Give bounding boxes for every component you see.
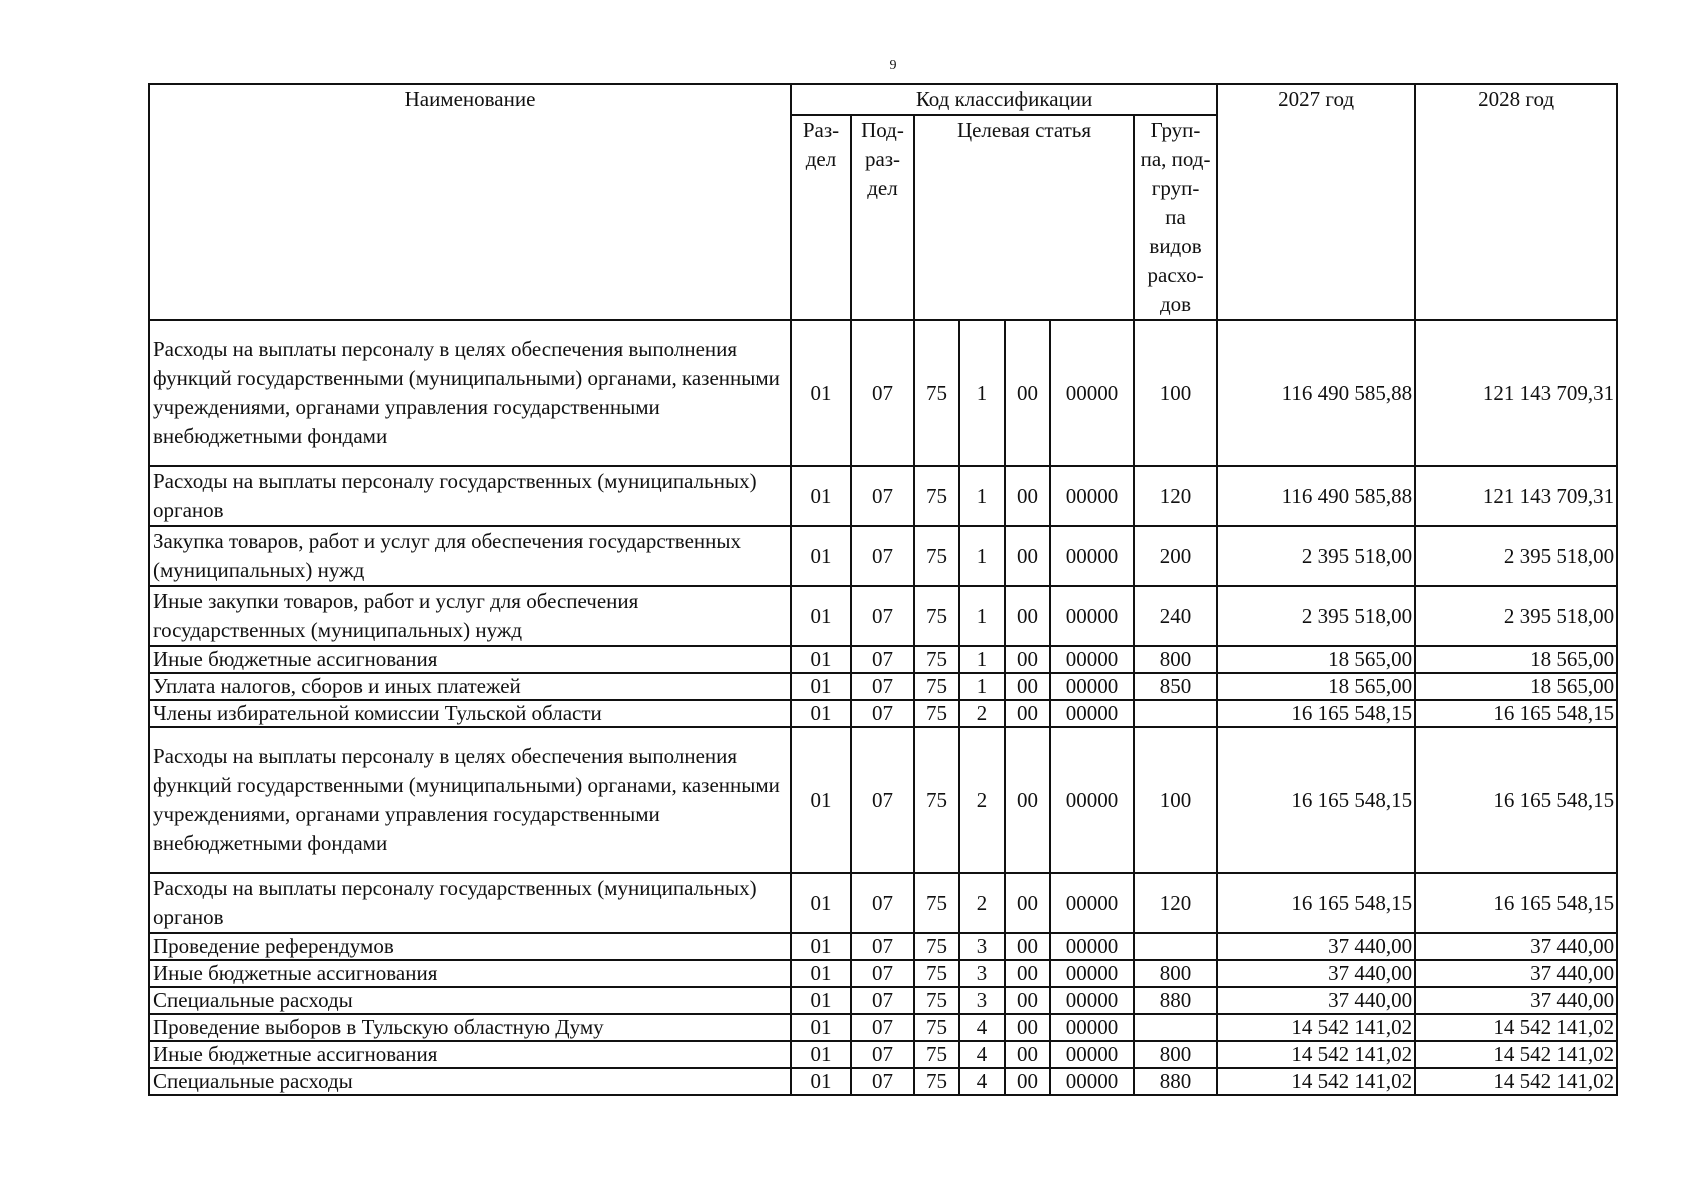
row-target-direction: 00 <box>1005 586 1050 646</box>
budget-table <box>148 83 1618 1096</box>
row-target-direction: 00 <box>1005 933 1050 960</box>
row-subsection: 07 <box>851 987 914 1014</box>
table-row <box>149 320 1617 466</box>
row-subsection: 07 <box>851 1041 914 1068</box>
row-name: Расходы на выплаты персоналу в целях обеспечения выполнения функций государственными (муниципальными) органами, казенными учреждениями, органами управления государственными внебюджетными фондами <box>149 727 791 873</box>
row-expense-group: 800 <box>1134 646 1217 673</box>
row-target-direction: 00 <box>1005 873 1050 933</box>
row-amount-2027: 2 395 518,00 <box>1217 586 1415 646</box>
row-target-subprogram: 1 <box>959 646 1005 673</box>
row-expense-group: 120 <box>1134 873 1217 933</box>
row-target-direction: 00 <box>1005 466 1050 526</box>
row-target-direction: 00 <box>1005 646 1050 673</box>
row-expense-group <box>1134 700 1217 727</box>
row-amount-2028: 14 542 141,02 <box>1415 1014 1617 1041</box>
row-target-direction: 00 <box>1005 673 1050 700</box>
row-amount-2027: 37 440,00 <box>1217 987 1415 1014</box>
row-target-subprogram: 4 <box>959 1068 1005 1095</box>
row-target-direction: 00 <box>1005 1068 1050 1095</box>
header-year-2028: 2028 год <box>1415 84 1617 115</box>
header-line: Раз- <box>802 118 840 142</box>
row-name: Специальные расходы <box>149 1068 791 1095</box>
row-expense-group: 100 <box>1134 727 1217 873</box>
row-section: 01 <box>791 646 851 673</box>
header-line: раз- <box>864 147 901 171</box>
row-target-expense-code: 00000 <box>1050 987 1134 1014</box>
header-line: дов <box>1159 292 1192 316</box>
row-target-direction: 00 <box>1005 526 1050 586</box>
row-section: 01 <box>791 1041 851 1068</box>
row-name: Закупка товаров, работ и услуг для обеспечения государственных (муниципальных) нужд <box>149 526 791 586</box>
row-target-subprogram: 4 <box>959 1014 1005 1041</box>
header-subsection <box>851 115 914 320</box>
row-amount-2028: 37 440,00 <box>1415 987 1617 1014</box>
row-target-direction: 00 <box>1005 727 1050 873</box>
header-line: груп- <box>1151 176 1200 200</box>
header-line: Под- <box>861 118 904 142</box>
row-target-expense-code: 00000 <box>1050 933 1134 960</box>
row-target-expense-code: 00000 <box>1050 646 1134 673</box>
table-row <box>149 700 1617 727</box>
header-line: Груп- <box>1150 118 1201 142</box>
row-subsection: 07 <box>851 1068 914 1095</box>
row-target-subprogram: 1 <box>959 526 1005 586</box>
row-amount-2028: 2 395 518,00 <box>1415 586 1617 646</box>
header-year-2027: 2027 год <box>1217 84 1415 115</box>
row-amount-2027: 37 440,00 <box>1217 960 1415 987</box>
row-expense-group: 240 <box>1134 586 1217 646</box>
row-target-program: 75 <box>914 1014 959 1041</box>
row-name: Специальные расходы <box>149 987 791 1014</box>
row-target-expense-code: 00000 <box>1050 1068 1134 1095</box>
header-line: видов <box>1149 234 1202 258</box>
row-name: Проведение выборов в Тульскую областную Думу <box>149 1014 791 1041</box>
row-name: Иные бюджетные ассигнования <box>149 960 791 987</box>
table-row <box>149 960 1617 987</box>
row-target-expense-code: 00000 <box>1050 1041 1134 1068</box>
row-amount-2027: 14 542 141,02 <box>1217 1068 1415 1095</box>
row-target-subprogram: 4 <box>959 1041 1005 1068</box>
row-target-program: 75 <box>914 1041 959 1068</box>
row-amount-2028: 121 143 709,31 <box>1415 466 1617 526</box>
row-target-program: 75 <box>914 1068 959 1095</box>
table-row <box>149 673 1617 700</box>
row-subsection: 07 <box>851 646 914 673</box>
table-row <box>149 466 1617 526</box>
row-amount-2028: 14 542 141,02 <box>1415 1068 1617 1095</box>
row-amount-2027: 14 542 141,02 <box>1217 1014 1415 1041</box>
row-target-expense-code: 00000 <box>1050 526 1134 586</box>
header-name-continuation <box>149 115 791 320</box>
row-target-subprogram: 3 <box>959 933 1005 960</box>
row-name: Иные бюджетные ассигнования <box>149 1041 791 1068</box>
row-amount-2027: 14 542 141,02 <box>1217 1041 1415 1068</box>
row-expense-group: 880 <box>1134 1068 1217 1095</box>
row-target-expense-code: 00000 <box>1050 1014 1134 1041</box>
row-amount-2027: 18 565,00 <box>1217 673 1415 700</box>
row-target-expense-code: 00000 <box>1050 586 1134 646</box>
row-amount-2028: 18 565,00 <box>1415 673 1617 700</box>
row-subsection: 07 <box>851 873 914 933</box>
row-expense-group: 850 <box>1134 673 1217 700</box>
row-amount-2027: 2 395 518,00 <box>1217 526 1415 586</box>
row-amount-2028: 16 165 548,15 <box>1415 873 1617 933</box>
row-target-program: 75 <box>914 700 959 727</box>
row-target-direction: 00 <box>1005 1041 1050 1068</box>
table-body <box>149 320 1617 1095</box>
row-target-program: 75 <box>914 673 959 700</box>
row-target-subprogram: 3 <box>959 987 1005 1014</box>
header-line: дел <box>805 147 837 171</box>
row-target-expense-code: 00000 <box>1050 673 1134 700</box>
row-target-program: 75 <box>914 960 959 987</box>
row-subsection: 07 <box>851 526 914 586</box>
row-amount-2028: 14 542 141,02 <box>1415 1041 1617 1068</box>
row-subsection: 07 <box>851 320 914 466</box>
row-name: Уплата налогов, сборов и иных платежей <box>149 673 791 700</box>
row-section: 01 <box>791 320 851 466</box>
row-target-subprogram: 1 <box>959 466 1005 526</box>
row-target-direction: 00 <box>1005 700 1050 727</box>
row-section: 01 <box>791 586 851 646</box>
row-target-expense-code: 00000 <box>1050 960 1134 987</box>
row-expense-group: 800 <box>1134 960 1217 987</box>
row-target-subprogram: 2 <box>959 700 1005 727</box>
header-target-article: Целевая статья <box>914 115 1134 320</box>
row-target-subprogram: 3 <box>959 960 1005 987</box>
table-row <box>149 727 1617 873</box>
header-name: Наименование <box>149 84 791 115</box>
row-name: Иные закупки товаров, работ и услуг для обеспечения государственных (муниципальных) нужд <box>149 586 791 646</box>
row-section: 01 <box>791 987 851 1014</box>
header-line: дел <box>867 176 898 200</box>
row-section: 01 <box>791 960 851 987</box>
row-expense-group: 880 <box>1134 987 1217 1014</box>
header-line: па <box>1165 205 1186 229</box>
row-subsection: 07 <box>851 960 914 987</box>
row-amount-2027: 16 165 548,15 <box>1217 727 1415 873</box>
row-amount-2027: 16 165 548,15 <box>1217 873 1415 933</box>
table-row <box>149 526 1617 586</box>
row-target-program: 75 <box>914 727 959 873</box>
row-amount-2028: 37 440,00 <box>1415 960 1617 987</box>
row-target-direction: 00 <box>1005 987 1050 1014</box>
row-name: Иные бюджетные ассигнования <box>149 646 791 673</box>
row-name: Расходы на выплаты персоналу государственных (муниципальных) органов <box>149 873 791 933</box>
row-amount-2027: 116 490 585,88 <box>1217 320 1415 466</box>
row-section: 01 <box>791 466 851 526</box>
header-year-2028-continuation <box>1415 115 1617 320</box>
row-section: 01 <box>791 727 851 873</box>
header-classification-code: Код классификации <box>791 84 1217 115</box>
row-section: 01 <box>791 1068 851 1095</box>
header-expense-group <box>1134 115 1217 320</box>
page-number: 9 <box>889 58 897 73</box>
row-subsection: 07 <box>851 466 914 526</box>
row-target-subprogram: 1 <box>959 320 1005 466</box>
row-amount-2028: 37 440,00 <box>1415 933 1617 960</box>
header-line: па, под- <box>1140 147 1211 171</box>
row-section: 01 <box>791 673 851 700</box>
row-target-direction: 00 <box>1005 960 1050 987</box>
table-header <box>149 84 1617 320</box>
row-amount-2028: 18 565,00 <box>1415 646 1617 673</box>
row-target-expense-code: 00000 <box>1050 873 1134 933</box>
row-target-subprogram: 1 <box>959 586 1005 646</box>
row-target-direction: 00 <box>1005 320 1050 466</box>
row-subsection: 07 <box>851 586 914 646</box>
row-amount-2027: 16 165 548,15 <box>1217 700 1415 727</box>
row-section: 01 <box>791 700 851 727</box>
table-row <box>149 586 1617 646</box>
row-expense-group: 120 <box>1134 466 1217 526</box>
table-row <box>149 1068 1617 1095</box>
table-row <box>149 873 1617 933</box>
header-section <box>791 115 851 320</box>
row-target-program: 75 <box>914 466 959 526</box>
row-expense-group: 800 <box>1134 1041 1217 1068</box>
row-target-program: 75 <box>914 933 959 960</box>
row-target-expense-code: 00000 <box>1050 320 1134 466</box>
row-section: 01 <box>791 526 851 586</box>
row-amount-2028: 121 143 709,31 <box>1415 320 1617 466</box>
row-subsection: 07 <box>851 727 914 873</box>
table-row <box>149 1041 1617 1068</box>
row-expense-group <box>1134 933 1217 960</box>
row-target-subprogram: 2 <box>959 873 1005 933</box>
table-row <box>149 646 1617 673</box>
row-section: 01 <box>791 1014 851 1041</box>
row-name: Расходы на выплаты персоналу в целях обеспечения выполнения функций государственными (муниципальными) органами, казенными учреждениями, органами управления государственными внебюджетными фондами <box>149 320 791 466</box>
row-name: Проведение референдумов <box>149 933 791 960</box>
row-expense-group: 100 <box>1134 320 1217 466</box>
row-target-subprogram: 1 <box>959 673 1005 700</box>
row-target-expense-code: 00000 <box>1050 727 1134 873</box>
row-expense-group <box>1134 1014 1217 1041</box>
table-row <box>149 1014 1617 1041</box>
row-amount-2027: 18 565,00 <box>1217 646 1415 673</box>
row-amount-2027: 116 490 585,88 <box>1217 466 1415 526</box>
row-name: Члены избирательной комиссии Тульской области <box>149 700 791 727</box>
row-section: 01 <box>791 933 851 960</box>
row-target-program: 75 <box>914 320 959 466</box>
table-row <box>149 933 1617 960</box>
row-target-direction: 00 <box>1005 1014 1050 1041</box>
row-target-program: 75 <box>914 586 959 646</box>
row-amount-2028: 2 395 518,00 <box>1415 526 1617 586</box>
row-amount-2028: 16 165 548,15 <box>1415 700 1617 727</box>
header-year-2027-continuation <box>1217 115 1415 320</box>
row-name: Расходы на выплаты персоналу государственных (муниципальных) органов <box>149 466 791 526</box>
row-amount-2027: 37 440,00 <box>1217 933 1415 960</box>
row-subsection: 07 <box>851 700 914 727</box>
row-target-program: 75 <box>914 526 959 586</box>
table-row <box>149 987 1617 1014</box>
row-target-program: 75 <box>914 987 959 1014</box>
row-subsection: 07 <box>851 673 914 700</box>
row-amount-2028: 16 165 548,15 <box>1415 727 1617 873</box>
row-target-program: 75 <box>914 873 959 933</box>
row-target-program: 75 <box>914 646 959 673</box>
budget-table-container <box>148 83 1616 1096</box>
row-target-subprogram: 2 <box>959 727 1005 873</box>
row-target-expense-code: 00000 <box>1050 466 1134 526</box>
row-target-expense-code: 00000 <box>1050 700 1134 727</box>
row-subsection: 07 <box>851 1014 914 1041</box>
row-section: 01 <box>791 873 851 933</box>
header-line: расхо- <box>1147 263 1204 287</box>
row-subsection: 07 <box>851 933 914 960</box>
row-expense-group: 200 <box>1134 526 1217 586</box>
